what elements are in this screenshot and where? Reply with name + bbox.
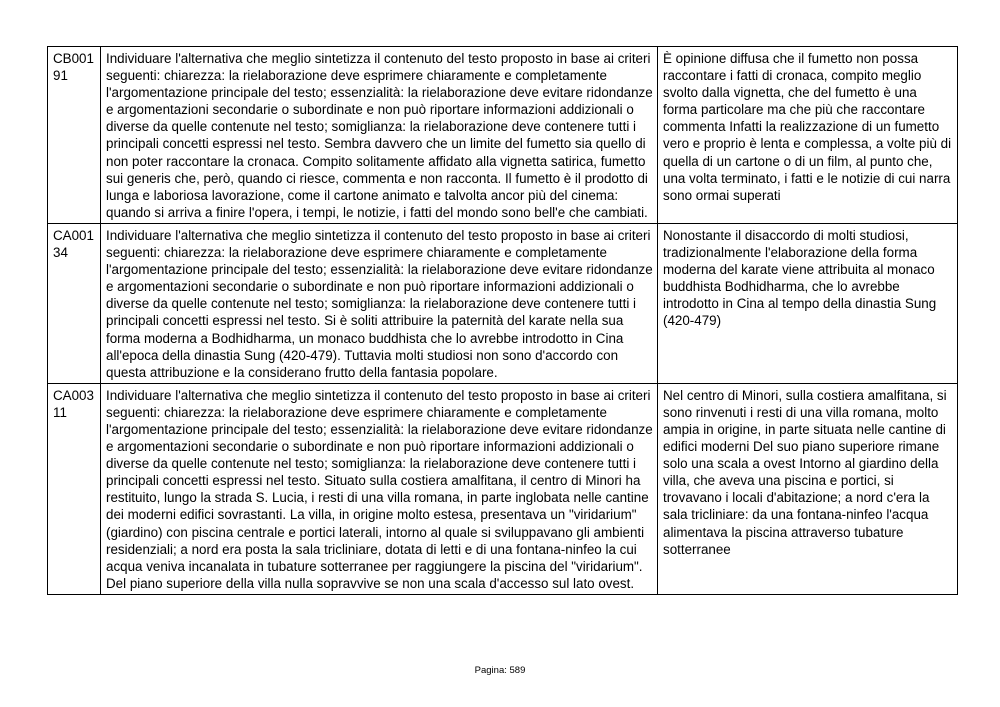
answer-text: Nonostante il disaccordo di molti studiosi, tradizionalmente l'elaborazione della forma moderna del karate viene attribuita al monaco buddhista Bodhidharma, che lo avrebbe introdotto in Cina al tempo della dinastia Sung (420-479) bbox=[658, 223, 958, 383]
answer-text: Nel centro di Minori, sulla costiera amalfitana, si sono rinvenuti i resti di una villa romana, molto ampia in origine, in parte situata nelle cantine di edifici moderni Del suo piano superiore rimane solo una scala a ovest Intorno al giardino della villa, che aveva una piscina e portici, si trovavano i locali d'abitazione; a nord c'era la sala tricliniare: da una fontana-ninfeo l'acqua alimentava la piscina attraverso tubature sotterranee bbox=[658, 383, 958, 594]
question-code: CB00191 bbox=[48, 47, 101, 224]
quiz-table bbox=[47, 46, 958, 595]
table-row bbox=[48, 47, 958, 224]
question-code: CA00311 bbox=[48, 383, 101, 594]
question-text: Individuare l'alternativa che meglio sintetizza il contenuto del testo proposto in base ai criteri seguenti: chiarezza: la rielaborazione deve esprimere chiaramente e completamente l'argomentazione principale del testo; essenzialità: la rielaborazione deve evitare ridondanze e argomentazioni secondarie o subordinate e non può riportare informazioni addizionali o diverse da quelle contenute nel testo; somiglianza: la rielaborazione deve contenere tutti i principali concetti espressi nel testo. Sembra davvero che un limite del fumetto sia quello di non poter raccontare la cronaca. Compito solitamente affidato alla vignetta satirica, fumetto sui generis che, però, quando ci riesce, commenta e non racconta. Il fumetto è il prodotto di lunga e laboriosa lavorazione, come il cartone animato e talvolta ancor più del cinema: quando si arriva a finire l'opera, i tempi, le notizie, i fatti del mondo sono bell'e che cambiati. bbox=[101, 47, 658, 224]
page-number: Pagina: 589 bbox=[474, 665, 526, 676]
table-row bbox=[48, 383, 958, 594]
question-text: Individuare l'alternativa che meglio sintetizza il contenuto del testo proposto in base ai criteri seguenti: chiarezza: la rielaborazione deve esprimere chiaramente e completamente l'argomentazione principale del testo; essenzialità: la rielaborazione deve evitare ridondanze e argomentazioni secondarie o subordinate e non può riportare informazioni addizionali o diverse da quelle contenute nel testo; somiglianza: la rielaborazione deve contenere tutti i principali concetti espressi nel testo. Situato sulla costiera amalfitana, il centro di Minori ha restituito, lungo la strada S. Lucia, i resti di una villa romana, in parte inglobata nelle cantine dei moderni edifici sovrastanti. La villa, in origine molto estesa, presentava un "viridarium" (giardino) con piscina centrale e portici laterali, intorno al quale si sviluppavano gli ambienti residenziali; a nord era posta la sala tricliniare, dotata di letti e di una fontana-ninfeo la cui acqua veniva incanalata in tubature sotterranee per raggiungere la piscina del "viridarium". Del piano superiore della villa nulla sopravvive se non una scala d'accesso sul lato ovest. bbox=[101, 383, 658, 594]
question-code: CA00134 bbox=[48, 223, 101, 383]
question-text: Individuare l'alternativa che meglio sintetizza il contenuto del testo proposto in base ai criteri seguenti: chiarezza: la rielaborazione deve esprimere chiaramente e completamente l'argomentazione principale del testo; essenzialità: la rielaborazione deve evitare ridondanze e argomentazioni secondarie o subordinate e non può riportare informazioni addizionali o diverse da quelle contenute nel testo; somiglianza: la rielaborazione deve contenere tutti i principali concetti espressi nel testo. Si è soliti attribuire la paternità del karate nella sua forma moderna a Bodhidharma, un monaco buddhista che lo avrebbe introdotto in Cina all'epoca della dinastia Sung (420-479). Tuttavia molti studiosi non sono d'accordo con questa attribuzione e la considerano frutto della fantasia popolare. bbox=[101, 223, 658, 383]
table-row bbox=[48, 223, 958, 383]
answer-text: È opinione diffusa che il fumetto non possa raccontare i fatti di cronaca, compito meglio svolto dalla vignetta, che del fumetto è una forma particolare ma che più che raccontare commenta Infatti la realizzazione di un fumetto vero e proprio è lenta e complessa, a volte più di quella di un cartone o di un film, al punto che, una volta terminato, i fatti e le notizie di cui narra sono ormai superati bbox=[658, 47, 958, 224]
